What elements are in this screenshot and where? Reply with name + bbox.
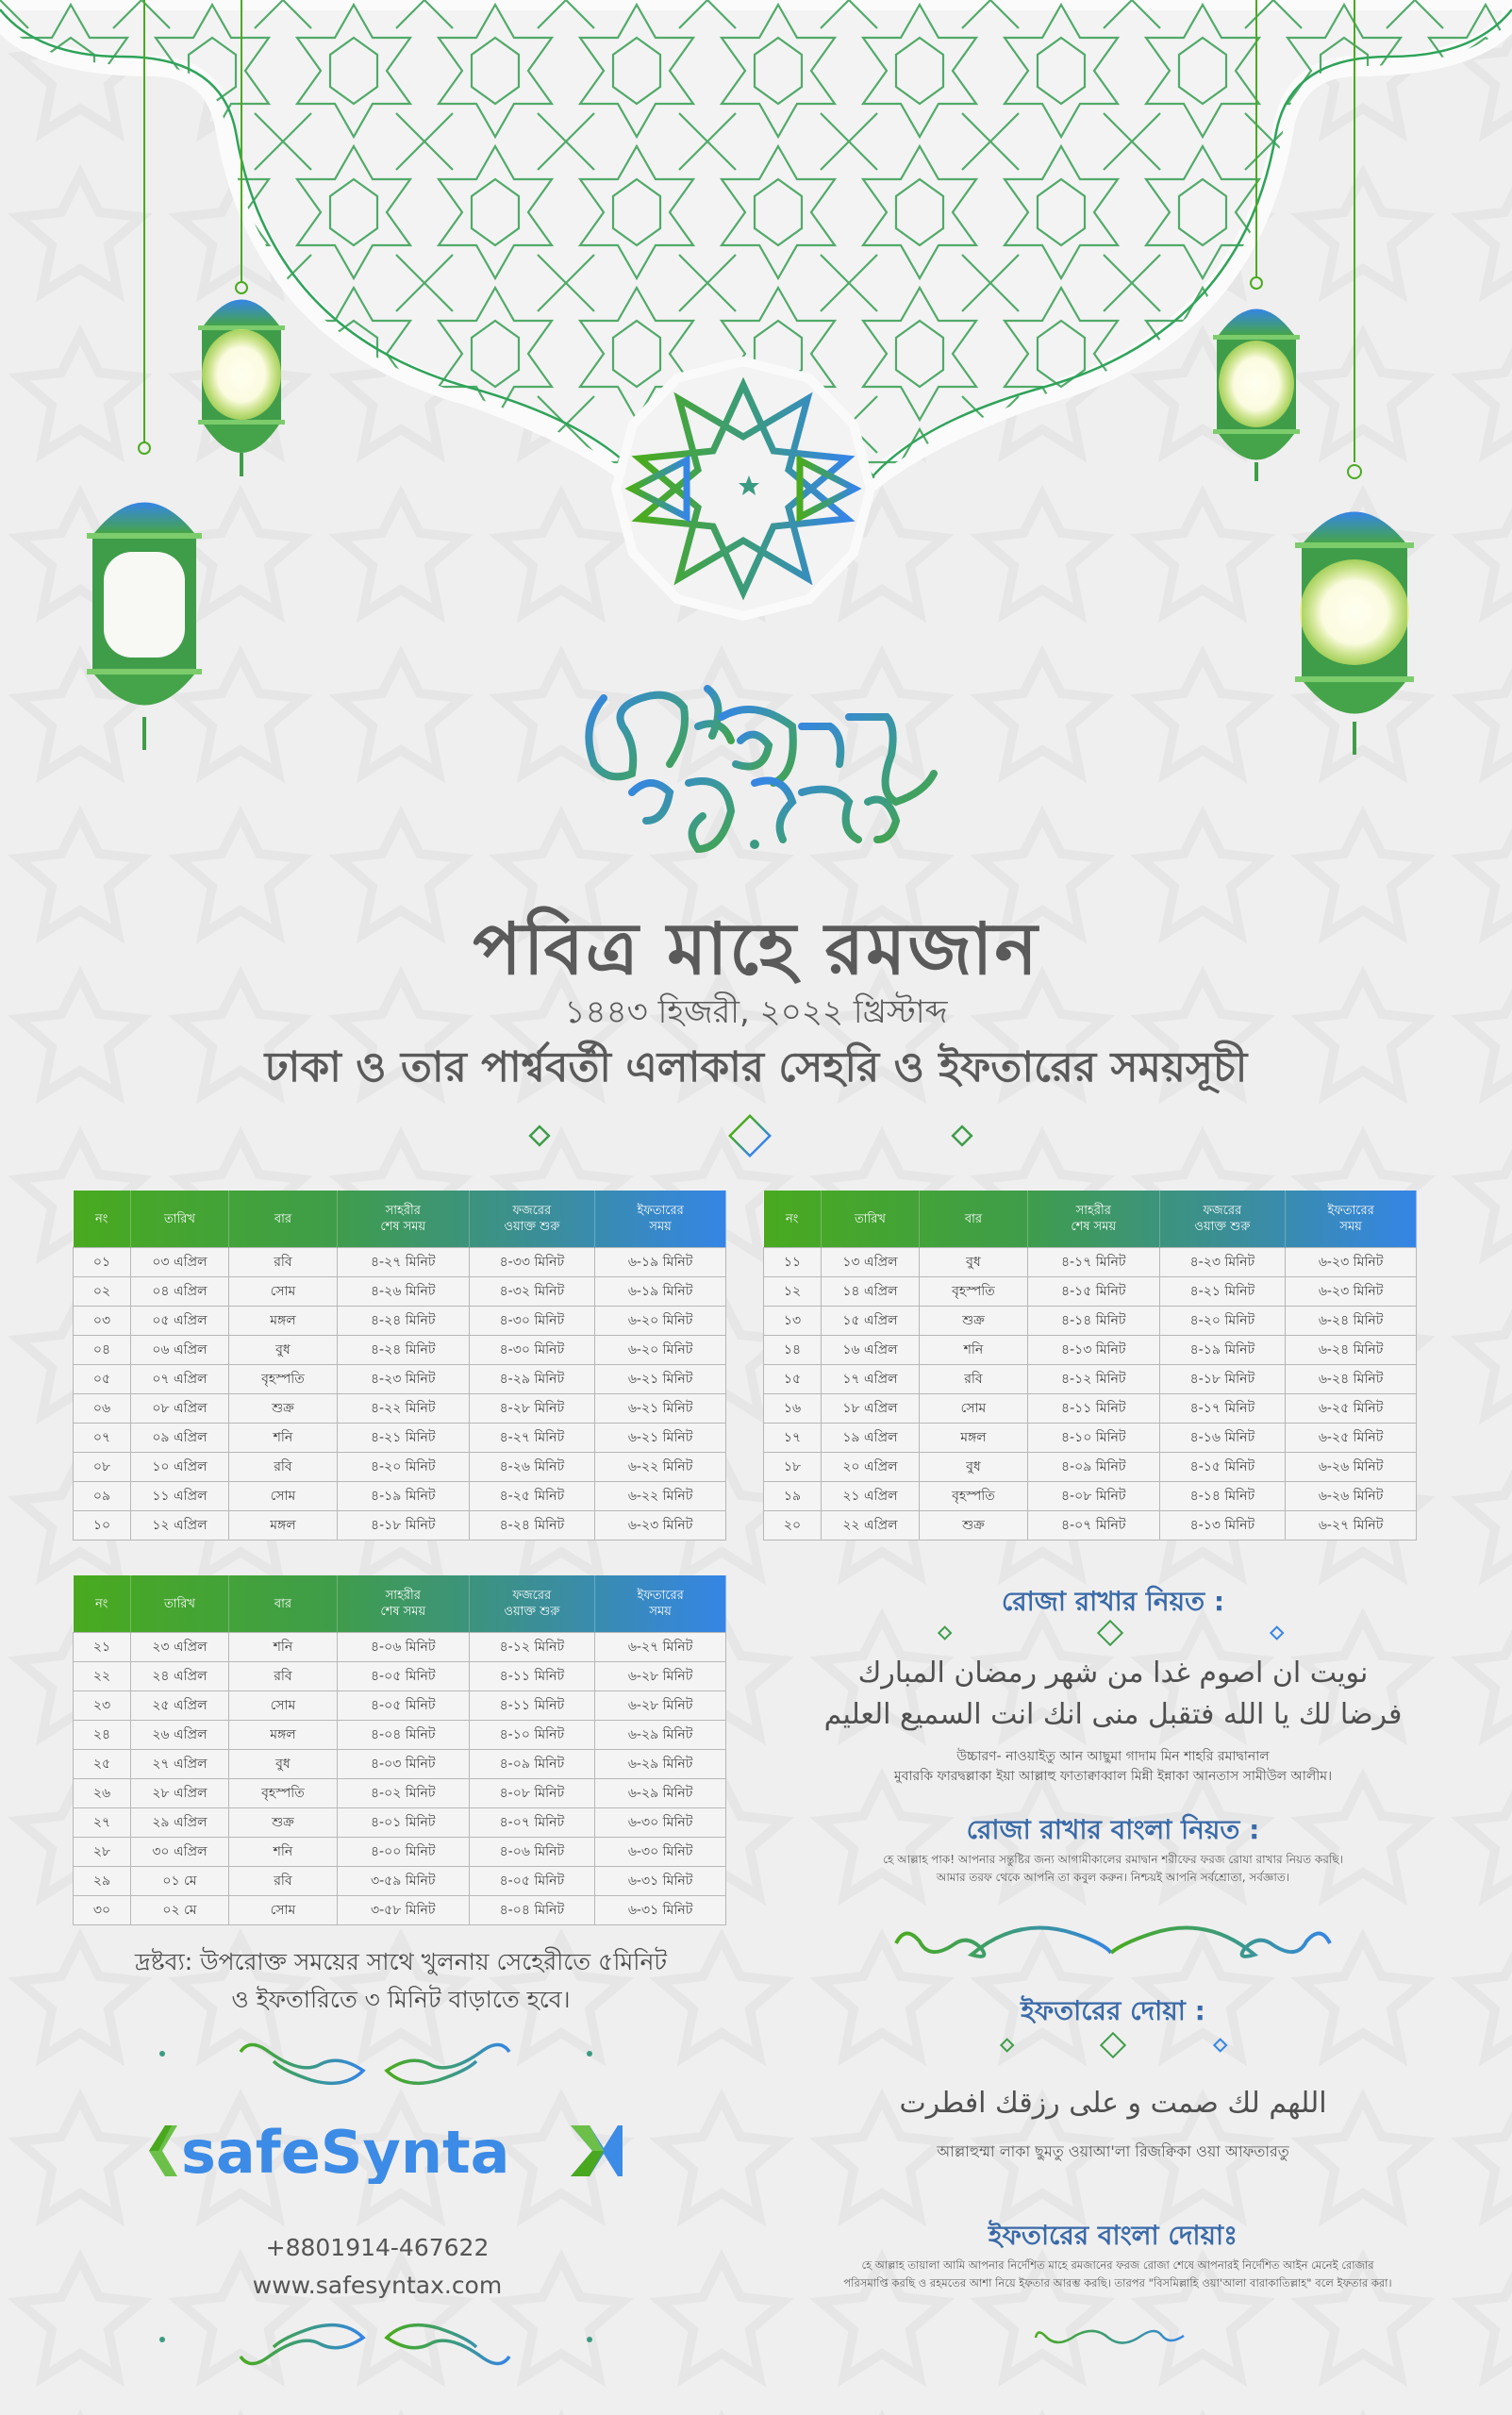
table-row <box>764 1336 1417 1365</box>
column-header <box>337 1575 469 1633</box>
table-row <box>74 1691 726 1721</box>
table-row <box>764 1277 1417 1307</box>
niyat-pronunciation-line-1: উচ্চারণ- নাওয়াইতু আন আছুমা গাদাম মিন শাহরি রমাদ্বানাল <box>956 1749 1270 1764</box>
logo-wordmark: safeSynta <box>181 2118 510 2184</box>
table-cell: ৪-৩০ মিনিট <box>469 1307 595 1336</box>
table-cell: ৬-২৬ মিনিট <box>1286 1482 1417 1511</box>
table-cell: ৬-২৯ মিনিট <box>595 1721 726 1750</box>
table-cell: ১৩ এপ্রিল <box>821 1248 919 1277</box>
table-cell: ১২ এপ্রিল <box>130 1511 228 1541</box>
table-cell: ৪-১১ মিনিট <box>1027 1394 1159 1424</box>
table-cell: ২৪ এপ্রিল <box>130 1662 228 1691</box>
column-header <box>1286 1191 1417 1248</box>
table-cell: সোম <box>919 1394 1027 1424</box>
table-row <box>74 1336 726 1365</box>
column-header <box>337 1191 469 1248</box>
table-cell: সোম <box>228 1277 337 1307</box>
niyat-pronunciation-line-2: মুবারকি ফারদ্বল্লাকা ইয়া আল্লাহু ফাতাক্বাব্বাল মিন্নী ইন্নাকা আনতাস সামীউল আলীম। <box>893 1769 1333 1784</box>
table-cell: ২১ এপ্রিল <box>821 1482 919 1511</box>
table-cell: ৩-৫৮ মিনিট <box>337 1896 469 1925</box>
column-header <box>469 1191 595 1248</box>
table-row <box>764 1482 1417 1511</box>
table-cell: ৬-২৫ মিনিট <box>1286 1424 1417 1453</box>
schedule-table-2 <box>763 1191 1417 1541</box>
table-cell: ৬-২৫ মিনিট <box>1286 1394 1417 1424</box>
table-cell: ৬-২৮ মিনিট <box>595 1691 726 1721</box>
phone-number: +8801914-467622 <box>265 2234 490 2261</box>
table-row <box>764 1511 1417 1541</box>
column-header <box>74 1575 131 1633</box>
column-header-line: নং <box>95 1596 108 1611</box>
table-cell: ০৪ এপ্রিল <box>130 1277 228 1307</box>
table-row <box>74 1511 726 1541</box>
table-cell: ৬-৩০ মিনিট <box>595 1808 726 1838</box>
table-cell: বৃহস্পতি <box>919 1482 1027 1511</box>
table-cell: ০৩ এপ্রিল <box>130 1248 228 1277</box>
table-row <box>74 1307 726 1336</box>
note-line-1: দ্রষ্টব্য: উপরোক্ত সময়ের সাথে খুলনায় সেহেরীতে ৫মিনিট <box>134 1948 667 1975</box>
table-cell: ১০ এপ্রিল <box>130 1453 228 1482</box>
column-header-line: সময় <box>649 1605 672 1619</box>
table-cell: ৪-১৯ মিনিট <box>1159 1336 1286 1365</box>
table-cell: ২৮ এপ্রিল <box>130 1779 228 1808</box>
table-row <box>764 1307 1417 1336</box>
table-cell: ৬-২৩ মিনিট <box>1286 1277 1417 1307</box>
schedule-table-3 <box>73 1575 726 1925</box>
table-cell: ৪-১০ মিনিট <box>1027 1424 1159 1453</box>
table-cell: ৬-২৪ মিনিট <box>1286 1365 1417 1394</box>
column-header <box>130 1575 228 1633</box>
niyat-arabic-line-1: نويت ان اصوم غدا من شهر رمضان المبارك <box>857 1657 1369 1690</box>
website-link[interactable]: www.safesyntax.com <box>252 2272 503 2299</box>
table-cell: রবি <box>228 1662 337 1691</box>
table-cell: ৪-১৪ মিনিট <box>1159 1482 1286 1511</box>
table-cell: ৪-০৪ মিনিট <box>469 1896 595 1925</box>
table-cell: রবি <box>919 1365 1027 1394</box>
table-cell: ১২ <box>764 1277 822 1307</box>
calligraphy-logo <box>566 660 981 877</box>
table-cell: ৩০ <box>74 1896 131 1925</box>
column-header <box>595 1575 726 1633</box>
column-header-line: সময় <box>649 1220 672 1234</box>
table-cell: ০৫ <box>74 1365 131 1394</box>
table-cell: ২৯ এপ্রিল <box>130 1808 228 1838</box>
table-cell: ১৪ <box>764 1336 822 1365</box>
table-cell: শনি <box>228 1424 337 1453</box>
table-cell: ১৭ <box>764 1424 822 1453</box>
table-cell: ৪-২১ মিনিট <box>337 1424 469 1453</box>
table-cell: রবি <box>228 1867 337 1896</box>
column-header-line: শেষ সময় <box>380 1605 426 1619</box>
column-header <box>74 1191 131 1248</box>
table-row <box>74 1277 726 1307</box>
column-header <box>1027 1191 1159 1248</box>
iftar-bangla-dua-line-2: পরিসমাপ্তি করছি ও রহমতের আশা নিয়ে ইফতার আরম্ভ করছি। তারপর "বিসমিল্লাহি ওয়া'আলা বারাকাতিল্লাহ" বলে ইফতার করা। <box>843 2276 1392 2290</box>
table-cell: ৬-২৬ মিনিট <box>1286 1453 1417 1482</box>
table-cell: ৪-২৬ মিনিট <box>469 1453 595 1482</box>
table-cell: ০৭ <box>74 1424 131 1453</box>
table-cell: ০৮ <box>74 1453 131 1482</box>
table-cell: ২১ <box>74 1633 131 1662</box>
table-cell: ১৭ এপ্রিল <box>821 1365 919 1394</box>
column-header <box>764 1191 822 1248</box>
table-cell: ৪-১১ মিনিট <box>469 1691 595 1721</box>
schedule-subtitle: ঢাকা ও তার পার্শ্ববর্তী এলাকার সেহরি ও ইফতারের সময়সূচী <box>264 1043 1248 1091</box>
bangla-niyat-heading: রোজা রাখার বাংলা নিয়ত : <box>966 1814 1260 1845</box>
table-cell: ৪-১২ মিনিট <box>469 1633 595 1662</box>
table-cell: ৬-২৮ মিনিট <box>595 1662 726 1691</box>
table-row <box>74 1867 726 1896</box>
table-cell: ৬-২৪ মিনিট <box>1286 1336 1417 1365</box>
column-header-line: ওয়াক্ত শুরু <box>504 1605 560 1619</box>
table-cell: ৪-০৪ মিনিট <box>337 1721 469 1750</box>
table-cell: ৪-১৮ মিনিট <box>1159 1365 1286 1394</box>
column-header <box>821 1191 919 1248</box>
table-cell: মঙ্গল <box>228 1721 337 1750</box>
iftar-bangla-dua-heading: ইফতারের বাংলা দোয়াঃ <box>988 2220 1238 2251</box>
table-cell: ২৩ এপ্রিল <box>130 1633 228 1662</box>
bangla-niyat-line-2: আমার তরফ থেকে আপনি তা কবুল করুন। নিশ্চয়ই আপনি সর্বশ্রোতা, সর্বজ্ঞাত। <box>936 1871 1290 1884</box>
table-cell: ৬-৩০ মিনিট <box>595 1838 726 1867</box>
table-cell: বুধ <box>228 1750 337 1779</box>
column-header-line: সাহরীর <box>385 1204 421 1218</box>
table-cell: ২৫ <box>74 1750 131 1779</box>
table-cell: রবি <box>228 1248 337 1277</box>
table-cell: সোম <box>228 1691 337 1721</box>
table-row <box>74 1394 726 1424</box>
table-cell: রবি <box>228 1453 337 1482</box>
column-header-line: ইফতারের <box>637 1589 684 1603</box>
table-cell: ৪-৩২ মিনিট <box>469 1277 595 1307</box>
table-cell: ৪-৩০ মিনিট <box>469 1336 595 1365</box>
table-cell: ১১ <box>764 1248 822 1277</box>
table-cell: ১৮ <box>764 1453 822 1482</box>
niyat-heading: রোজা রাখার নিয়ত : <box>1001 1586 1225 1617</box>
table-cell: বুধ <box>228 1336 337 1365</box>
table-cell: ২৬ <box>74 1779 131 1808</box>
table-cell: ০৬ এপ্রিল <box>130 1336 228 1365</box>
table-cell: ১৯ এপ্রিল <box>821 1424 919 1453</box>
table-cell: ৪-২৬ মিনিট <box>337 1277 469 1307</box>
column-header-line: বার <box>964 1211 983 1226</box>
table-cell: ৪-০২ মিনিট <box>337 1779 469 1808</box>
table-cell: ০১ <box>74 1248 131 1277</box>
table-cell: ২৩ <box>74 1691 131 1721</box>
table-cell: ১০ <box>74 1511 131 1541</box>
table-cell: ৪-২৪ মিনিট <box>337 1307 469 1336</box>
table-cell: ৪-১১ মিনিট <box>469 1662 595 1691</box>
table-row <box>764 1453 1417 1482</box>
table-cell: ৪-২৯ মিনিট <box>469 1365 595 1394</box>
column-header <box>228 1575 337 1633</box>
page-title: পবিত্র মাহে রমজান <box>473 907 1039 991</box>
table-cell: মঙ্গল <box>919 1424 1027 1453</box>
table-cell: ৬-২৪ মিনিট <box>1286 1307 1417 1336</box>
safesyntax-logo <box>141 2118 623 2184</box>
column-header-line: বার <box>274 1596 292 1611</box>
table-cell: ৪-২৭ মিনিট <box>337 1248 469 1277</box>
table-row <box>764 1424 1417 1453</box>
table-cell: শনি <box>228 1838 337 1867</box>
table-cell: ১১ এপ্রিল <box>130 1482 228 1511</box>
table-cell: সোম <box>228 1896 337 1925</box>
table-cell: ১৫ <box>764 1365 822 1394</box>
table-cell: ৪-১৪ মিনিট <box>1027 1307 1159 1336</box>
table-cell: বুধ <box>919 1248 1027 1277</box>
table-cell: শনি <box>228 1633 337 1662</box>
table-cell: ৬-১৯ মিনিট <box>595 1248 726 1277</box>
table-cell: ৪-১০ মিনিট <box>469 1721 595 1750</box>
table-cell: ৪-২৪ মিনিট <box>337 1336 469 1365</box>
column-header-line: তারিখ <box>163 1211 195 1226</box>
table-row <box>74 1896 726 1925</box>
table-cell: ০৮ এপ্রিল <box>130 1394 228 1424</box>
table-cell: ২৭ <box>74 1808 131 1838</box>
table-row <box>74 1838 726 1867</box>
table-cell: ৪-০১ মিনিট <box>337 1808 469 1838</box>
niyat-pronunciation <box>764 1747 1462 1787</box>
table-cell: ১৯ <box>764 1482 822 1511</box>
column-header-line: ইফতারের <box>1327 1204 1374 1218</box>
table-cell: ৪-০৫ মিনিট <box>337 1662 469 1691</box>
column-header <box>919 1191 1027 1248</box>
column-header-line: ওয়াক্ত শুরু <box>504 1220 560 1234</box>
table-cell: ৪-০৬ মিনিট <box>337 1633 469 1662</box>
table-cell: মঙ্গল <box>228 1511 337 1541</box>
table-row <box>74 1365 726 1394</box>
table-cell: ৬-২৯ মিনিট <box>595 1779 726 1808</box>
hijri-year: ১৪৪৩ হিজরী, ২০২২ খ্রিস্টাব্দ <box>564 993 948 1031</box>
column-header <box>228 1191 337 1248</box>
table-cell: ৪-০৯ মিনিট <box>469 1750 595 1779</box>
column-header-line: শেষ সময় <box>1071 1220 1117 1234</box>
table-row <box>764 1365 1417 1394</box>
table-cell: ৬-৩১ মিনিট <box>595 1896 726 1925</box>
table-cell: ০৯ এপ্রিল <box>130 1424 228 1453</box>
column-header-line: তারিখ <box>163 1596 195 1611</box>
iftar-dua-heading: ইফতারের দোয়া : <box>1021 1995 1205 2026</box>
table-row <box>74 1721 726 1750</box>
table-cell: ৬-২১ মিনিট <box>595 1424 726 1453</box>
table-cell: ৩০ এপ্রিল <box>130 1838 228 1867</box>
column-header-line: শেষ সময় <box>380 1220 426 1234</box>
table-cell: ৪-১৩ মিনিট <box>1159 1511 1286 1541</box>
table-cell: ৪-২১ মিনিট <box>1159 1277 1286 1307</box>
table-row <box>74 1424 726 1453</box>
table-cell: ৪-০৬ মিনিট <box>469 1838 595 1867</box>
table-cell: ৪-২৩ মিনিট <box>337 1365 469 1394</box>
table-cell: ১৪ এপ্রিল <box>821 1277 919 1307</box>
table-cell: ৪-১২ মিনিট <box>1027 1365 1159 1394</box>
table-cell: ৪-০৯ মিনিট <box>1027 1453 1159 1482</box>
table-cell: ৪-০৭ মিনিট <box>469 1808 595 1838</box>
table-cell: শনি <box>919 1336 1027 1365</box>
table-cell: বৃহস্পতি <box>228 1365 337 1394</box>
column-header-line: ফজরের <box>512 1589 552 1603</box>
table-cell: ২৯ <box>74 1867 131 1896</box>
table-cell: ৬-২১ মিনিট <box>595 1365 726 1394</box>
table-cell: ৪-২০ মিনিট <box>1159 1307 1286 1336</box>
iftar-dua-pronunciation: আল্লাহুম্মা লাকা ছুমতু ওয়াআ'লা রিজক্বিকা ওয়া আফতারতু <box>937 2142 1289 2160</box>
table-row <box>74 1633 726 1662</box>
column-header <box>595 1191 726 1248</box>
table-cell: ৪-১৬ মিনিট <box>1159 1424 1286 1453</box>
table-cell: ৬-২১ মিনিট <box>595 1394 726 1424</box>
table-cell: বৃহস্পতি <box>919 1277 1027 1307</box>
table-row <box>74 1750 726 1779</box>
table-cell: ৪-২৪ মিনিট <box>469 1511 595 1541</box>
table-cell: বুধ <box>919 1453 1027 1482</box>
table-row <box>764 1248 1417 1277</box>
column-header-line: সাহরীর <box>385 1589 421 1603</box>
column-header-line: ফজরের <box>1203 1204 1242 1218</box>
table-cell: ২৮ <box>74 1838 131 1867</box>
note <box>75 1943 726 2019</box>
table-cell: ০৯ <box>74 1482 131 1511</box>
table-cell: ০৪ <box>74 1336 131 1365</box>
table-cell: ৪-৩৩ মিনিট <box>469 1248 595 1277</box>
table-cell: শুক্র <box>228 1394 337 1424</box>
table-cell: ২০ <box>764 1511 822 1541</box>
table-cell: ৪-১৭ মিনিট <box>1159 1394 1286 1424</box>
iftar-bangla-dua-line-1: হে আল্লাহ তায়ালা আমি আপনার নির্দেশিত মাহে রমজানের ফরজ রোজা শেষে আপনারই নির্দেশিত আইন মেনেই রোজার <box>861 2258 1374 2272</box>
table-row <box>764 1394 1417 1424</box>
table-cell: সোম <box>228 1482 337 1511</box>
table-cell: ০৭ এপ্রিল <box>130 1365 228 1394</box>
table-cell: ৪-০০ মিনিট <box>337 1838 469 1867</box>
table-cell: ১৬ <box>764 1394 822 1424</box>
table-cell: শুক্র <box>919 1511 1027 1541</box>
table-cell: ১৫ এপ্রিল <box>821 1307 919 1336</box>
schedule-table-1 <box>73 1191 726 1541</box>
table-row <box>74 1779 726 1808</box>
table-cell: ৪-১৭ মিনিট <box>1027 1248 1159 1277</box>
table-cell: ৪-২২ মিনিট <box>337 1394 469 1424</box>
table-header-row <box>74 1575 726 1633</box>
table-cell: ২৪ <box>74 1721 131 1750</box>
table-cell: ৬-২৭ মিনিট <box>595 1633 726 1662</box>
note-line-2: ও ইফতারিতে ৩ মিনিট বাড়াতে হবে। <box>231 1986 571 2013</box>
table-cell: ৬-২৭ মিনিট <box>1286 1511 1417 1541</box>
table-cell: ২৬ এপ্রিল <box>130 1721 228 1750</box>
table-cell: ০২ <box>74 1277 131 1307</box>
table-cell: মঙ্গল <box>228 1307 337 1336</box>
table-cell: ৬-২২ মিনিট <box>595 1453 726 1482</box>
column-header-line: সাহরীর <box>1075 1204 1111 1218</box>
table-row <box>74 1662 726 1691</box>
table-cell: ৪-২০ মিনিট <box>337 1453 469 1482</box>
table-cell: ৪-১৮ মিনিট <box>337 1511 469 1541</box>
niyat-arabic <box>764 1653 1462 1736</box>
table-cell: ৪-০৫ মিনিট <box>337 1691 469 1721</box>
table-cell: ৪-২৭ মিনিট <box>469 1424 595 1453</box>
table-cell: ০১ মে <box>130 1867 228 1896</box>
table-cell: ৪-২৫ মিনিট <box>469 1482 595 1511</box>
table-cell: ৬-২৯ মিনিট <box>595 1750 726 1779</box>
table-cell: ৪-২৮ মিনিট <box>469 1394 595 1424</box>
table-cell: ০৫ এপ্রিল <box>130 1307 228 1336</box>
table-cell: ৬-২২ মিনিট <box>595 1482 726 1511</box>
table-cell: বৃহস্পতি <box>228 1779 337 1808</box>
column-header-line: তারিখ <box>854 1211 886 1226</box>
table-cell: ৪-১৯ মিনিট <box>337 1482 469 1511</box>
column-header-line: বার <box>274 1211 292 1226</box>
table-cell: ৪-০৮ মিনিট <box>469 1779 595 1808</box>
iftar-dua-arabic: اللهم لك صمت و على رزقك افطرت <box>899 2087 1327 2120</box>
table-cell: ০৬ <box>74 1394 131 1424</box>
column-header-line: সময় <box>1339 1220 1362 1234</box>
bangla-niyat-text <box>764 1851 1462 1887</box>
column-header <box>130 1191 228 1248</box>
table-cell: ০২ মে <box>130 1896 228 1925</box>
niyat-arabic-line-2: فرضا لك يا الله فتقبل منى انك انت السميع العليم <box>823 1698 1403 1731</box>
table-cell: ৬-২৩ মিনিট <box>1286 1248 1417 1277</box>
table-cell: ৬-২০ মিনিট <box>595 1307 726 1336</box>
iftar-bangla-dua-text <box>759 2257 1476 2292</box>
table-header-row <box>764 1191 1417 1248</box>
table-cell: ২২ <box>74 1662 131 1691</box>
table-cell: ৬-৩১ মিনিট <box>595 1867 726 1896</box>
table-cell: ৪-০৩ মিনিট <box>337 1750 469 1779</box>
column-header-line: নং <box>786 1211 799 1226</box>
table-row <box>74 1248 726 1277</box>
star-medallion <box>616 361 871 616</box>
column-header-line: নং <box>95 1211 108 1226</box>
table-cell: ১৬ এপ্রিল <box>821 1336 919 1365</box>
table-cell: ৬-১৯ মিনিট <box>595 1277 726 1307</box>
table-cell: ৪-১৫ মিনিট <box>1027 1277 1159 1307</box>
table-row <box>74 1808 726 1838</box>
bangla-niyat-line-1: হে আল্লাহ পাক! আপনার সন্তুষ্টির জন্য আগামীকালের রমাদ্বান শরীফের ফরজ রোযা রাখার নিয়ত করছি। <box>883 1853 1343 1866</box>
table-cell: ২০ এপ্রিল <box>821 1453 919 1482</box>
table-cell: ২৫ এপ্রিল <box>130 1691 228 1721</box>
table-cell: ৩-৫৯ মিনিট <box>337 1867 469 1896</box>
column-header <box>469 1575 595 1633</box>
table-row <box>74 1482 726 1511</box>
table-cell: শুক্র <box>228 1808 337 1838</box>
column-header-line: ওয়াক্ত শুরু <box>1194 1220 1251 1234</box>
column-header-line: ফজরের <box>512 1204 552 1218</box>
column-header-line: ইফতারের <box>637 1204 684 1218</box>
table-cell: ৪-১৩ মিনিট <box>1027 1336 1159 1365</box>
table-cell: ২২ এপ্রিল <box>821 1511 919 1541</box>
table-cell: ১৩ <box>764 1307 822 1336</box>
table-cell: ২৭ এপ্রিল <box>130 1750 228 1779</box>
table-row <box>74 1453 726 1482</box>
table-cell: ৪-০৫ মিনিট <box>469 1867 595 1896</box>
table-cell: ৬-২০ মিনিট <box>595 1336 726 1365</box>
table-cell: ৪-০৭ মিনিট <box>1027 1511 1159 1541</box>
table-cell: ১৮ এপ্রিল <box>821 1394 919 1424</box>
table-cell: ০৩ <box>74 1307 131 1336</box>
table-cell: ৪-১৫ মিনিট <box>1159 1453 1286 1482</box>
table-cell: ৬-২৩ মিনিট <box>595 1511 726 1541</box>
table-header-row <box>74 1191 726 1248</box>
table-cell: ৪-০৮ মিনিট <box>1027 1482 1159 1511</box>
column-header <box>1159 1191 1286 1248</box>
table-cell: শুক্র <box>919 1307 1027 1336</box>
table-cell: ৪-২৩ মিনিট <box>1159 1248 1286 1277</box>
